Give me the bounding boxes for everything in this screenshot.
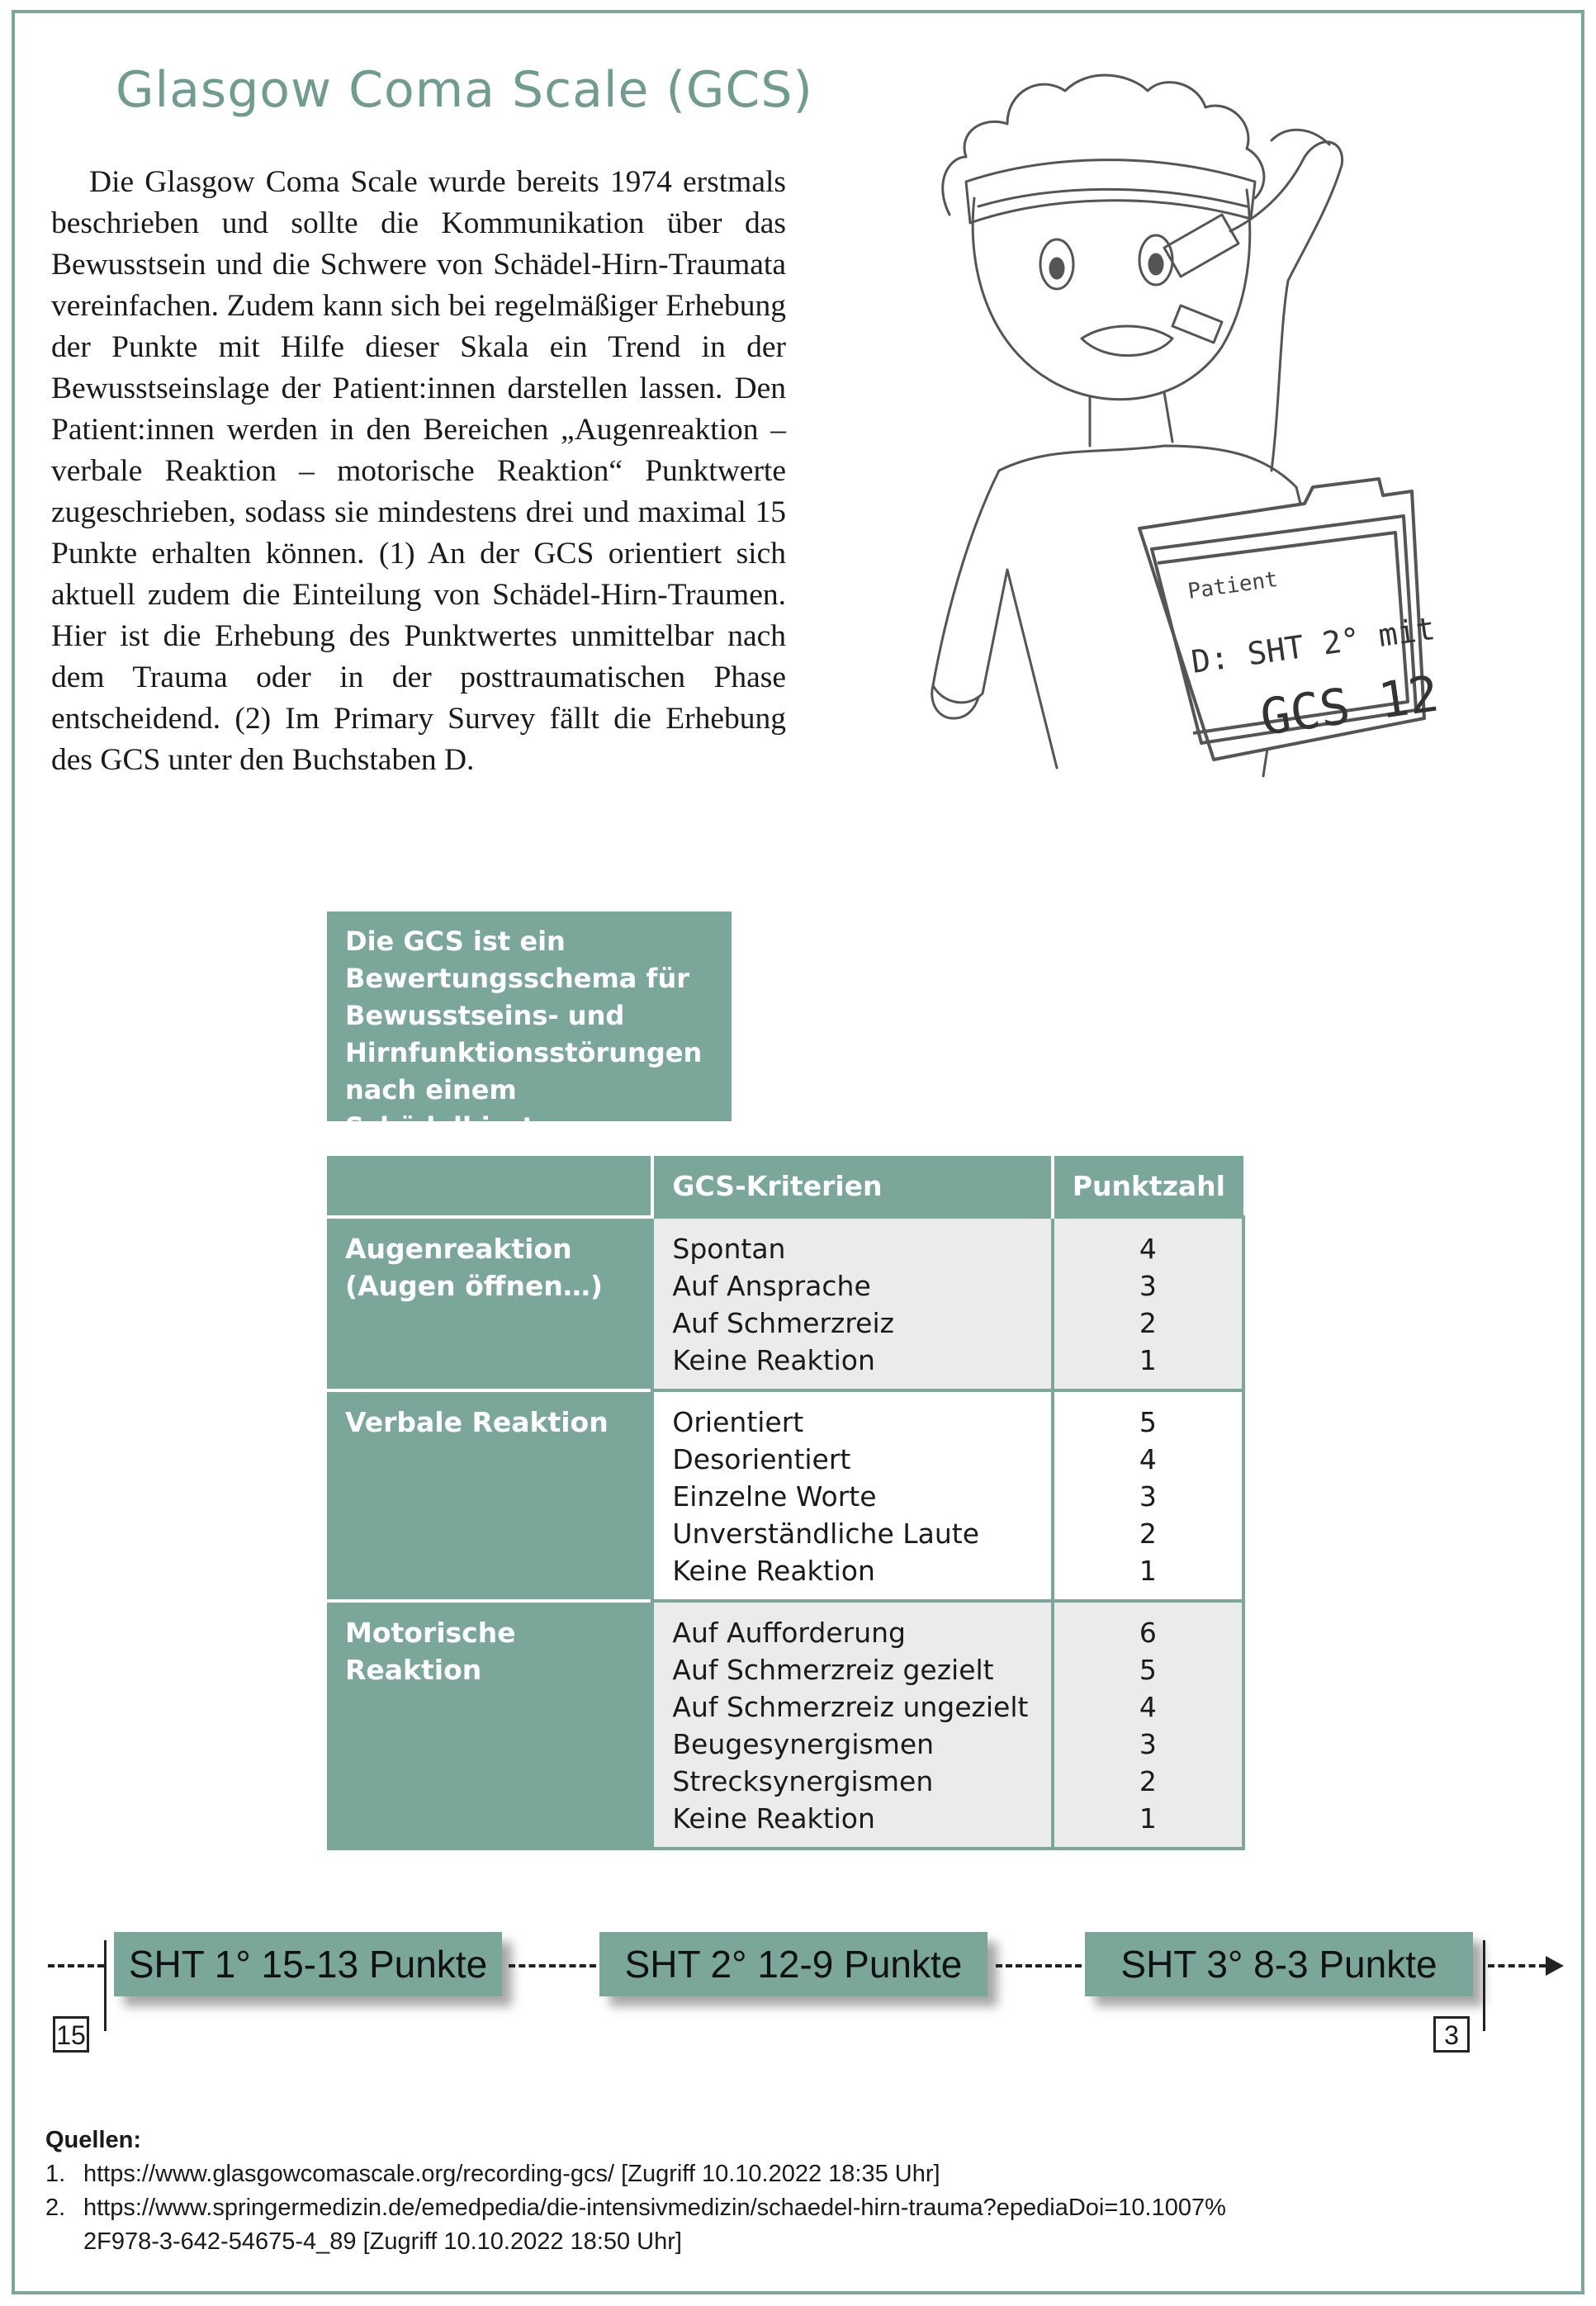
scale-end-marker [1483,1940,1485,2031]
table-row-motor [327,1601,1243,1849]
scale-dash-start [48,1964,104,1967]
criterion: Keine Reaktion [672,1344,875,1376]
points-value: 4 [1139,1691,1157,1723]
scale-start-marker [104,1940,107,2031]
folder-gcs-text: GCS 12 [1257,665,1442,747]
folder-tab-text: Patient [1186,566,1280,604]
points-value: 2 [1139,1518,1157,1550]
hair-sketch [943,75,1264,215]
criterion: Auf Aufforderung [672,1617,906,1649]
scale-arrow-icon [1546,1956,1564,1976]
points-value: 5 [1139,1654,1157,1686]
category-cell [327,1601,652,1849]
points-value: 1 [1139,1555,1157,1587]
header-blank [327,1156,652,1217]
scale-dash-2-3 [996,1964,1082,1967]
criterion: Unverständliche Laute [672,1518,980,1550]
source-number: 2. [45,2195,66,2221]
source-number: 1. [45,2161,66,2187]
patient-illustration [916,58,1544,842]
table-header-row [327,1156,1243,1217]
points-cell [1053,1217,1243,1390]
points-value: 4 [1139,1233,1157,1265]
sht-grade-2-box: SHT 2° 12-9 Punkte [599,1932,987,1996]
scale-dash-end [1488,1964,1546,1967]
criterion: Auf Schmerzreiz ungezielt [672,1691,1029,1723]
criterion: Einzelne Worte [672,1480,877,1513]
points-value: 2 [1139,1307,1157,1339]
sources-heading: Quellen: [45,2127,142,2153]
table-row-verbal [327,1390,1243,1601]
criteria-cell [652,1390,1052,1601]
points-value: 1 [1139,1344,1157,1376]
sht-grade-1-box: SHT 1° 15-13 Punkte [114,1932,502,1996]
points-value: 4 [1139,1443,1157,1475]
points-value: 3 [1139,1728,1157,1760]
source-link-continuation[interactable]: 2F978-3-642-54675-4_89 [Zugriff 10.10.2022 18:50 Uhr] [83,2228,682,2255]
gcs-definition-callout: Die GCS ist ein Bewertungsschema für Bewusstseins- und Hirnfunktionsstörungen nach einem Schädelhirntrauma. [327,912,732,1121]
header-points: Punktzahl [1053,1156,1243,1217]
source-item [45,2191,1565,2225]
criterion: Strecksynergismen [672,1765,934,1797]
points-value: 2 [1139,1765,1157,1797]
scale-dash-1-2 [509,1964,596,1967]
intro-paragraph: Die Glasgow Coma Scale wurde bereits 1974 erstmals beschrieben und sollte die Kommunikation über das Bewusstsein und die Schwere von Schädel-Hirn-Traumata vereinfachen. Zudem kann sich bei regelmäßiger Erhebung der Punkte mit Hilfe dieser Skala ein Trend in der Bewusstseinslage der Patient:innen darstellen lassen. Den Patient:innen werden in den Bereichen „Augenreaktion – verbale Reaktion – motorische Reaktion“ Punktwerte zugeschrieben, sodass sie mindestens drei und maximal 15 Punkte erhalten können. (1) An der GCS orientiert sich aktuell zudem die Einteilung von Schädel-Hirn-Traumen. Hier ist die Erhebung des Punktwertes unmittelbar nach dem Trauma oder in der posttraumatischen Phase entscheidend. (2) Im Primary Survey fällt die Erhebung des GCS unter den Buchstaben D. [51,165,786,777]
category-cell [327,1390,652,1601]
points-value: 5 [1139,1406,1157,1438]
criterion: Desorientiert [672,1443,851,1475]
points-value: 1 [1139,1802,1157,1835]
criteria-cell [652,1217,1052,1390]
criterion: Spontan [672,1233,786,1265]
category-sublabel: (Augen öffnen…) [345,1270,603,1302]
criterion: Auf Schmerzreiz gezielt [672,1654,994,1686]
criterion: Auf Ansprache [672,1270,871,1302]
table-row-eye [327,1217,1243,1390]
criterion: Keine Reaktion [672,1802,875,1835]
criterion: Orientiert [672,1406,804,1438]
source-number-spacer [45,2225,83,2259]
scale-end-value: 3 [1433,2016,1470,2053]
source-item [45,2157,1565,2191]
criterion: Keine Reaktion [672,1555,875,1587]
category-label: Verbale Reaktion [345,1406,609,1438]
scale-start-value: 15 [53,2016,89,2053]
neck [1090,392,1172,446]
points-cell [1053,1390,1243,1601]
source-link[interactable]: https://www.springermedizin.de/emedpedia/die-intensivmedizin/schaedel-hirn-trauma?epediaDoi=10.1007% [83,2195,1226,2221]
category-label: Motorische Reaktion [345,1617,516,1686]
criterion: Beugesynergismen [672,1728,935,1760]
sources-section [45,2124,1565,2259]
source-link[interactable]: https://www.glasgowcomascale.org/recording-gcs/ [Zugriff 10.10.2022 18:35 Uhr] [83,2161,940,2187]
bandage [966,160,1255,223]
points-cell [1053,1601,1243,1849]
points-value: 6 [1139,1617,1157,1649]
folder-diagnosis-text: D: SHT 2° mit [1189,609,1437,680]
mouth [1082,326,1172,356]
criterion: Auf Schmerzreiz [672,1307,894,1339]
category-cell [327,1217,652,1390]
gcs-table [327,1156,1245,1850]
plaster [1164,215,1238,277]
sht-grade-3-box: SHT 3° 8-3 Punkte [1085,1932,1473,1996]
criteria-cell [652,1601,1052,1849]
points-value: 3 [1139,1480,1157,1513]
points-value: 3 [1139,1270,1157,1302]
header-criteria: GCS-Kriterien [652,1156,1052,1217]
source-item-continuation [45,2225,1565,2259]
category-label: Augenreaktion [345,1233,572,1265]
page-title: Glasgow Coma Scale (GCS) [116,61,813,119]
